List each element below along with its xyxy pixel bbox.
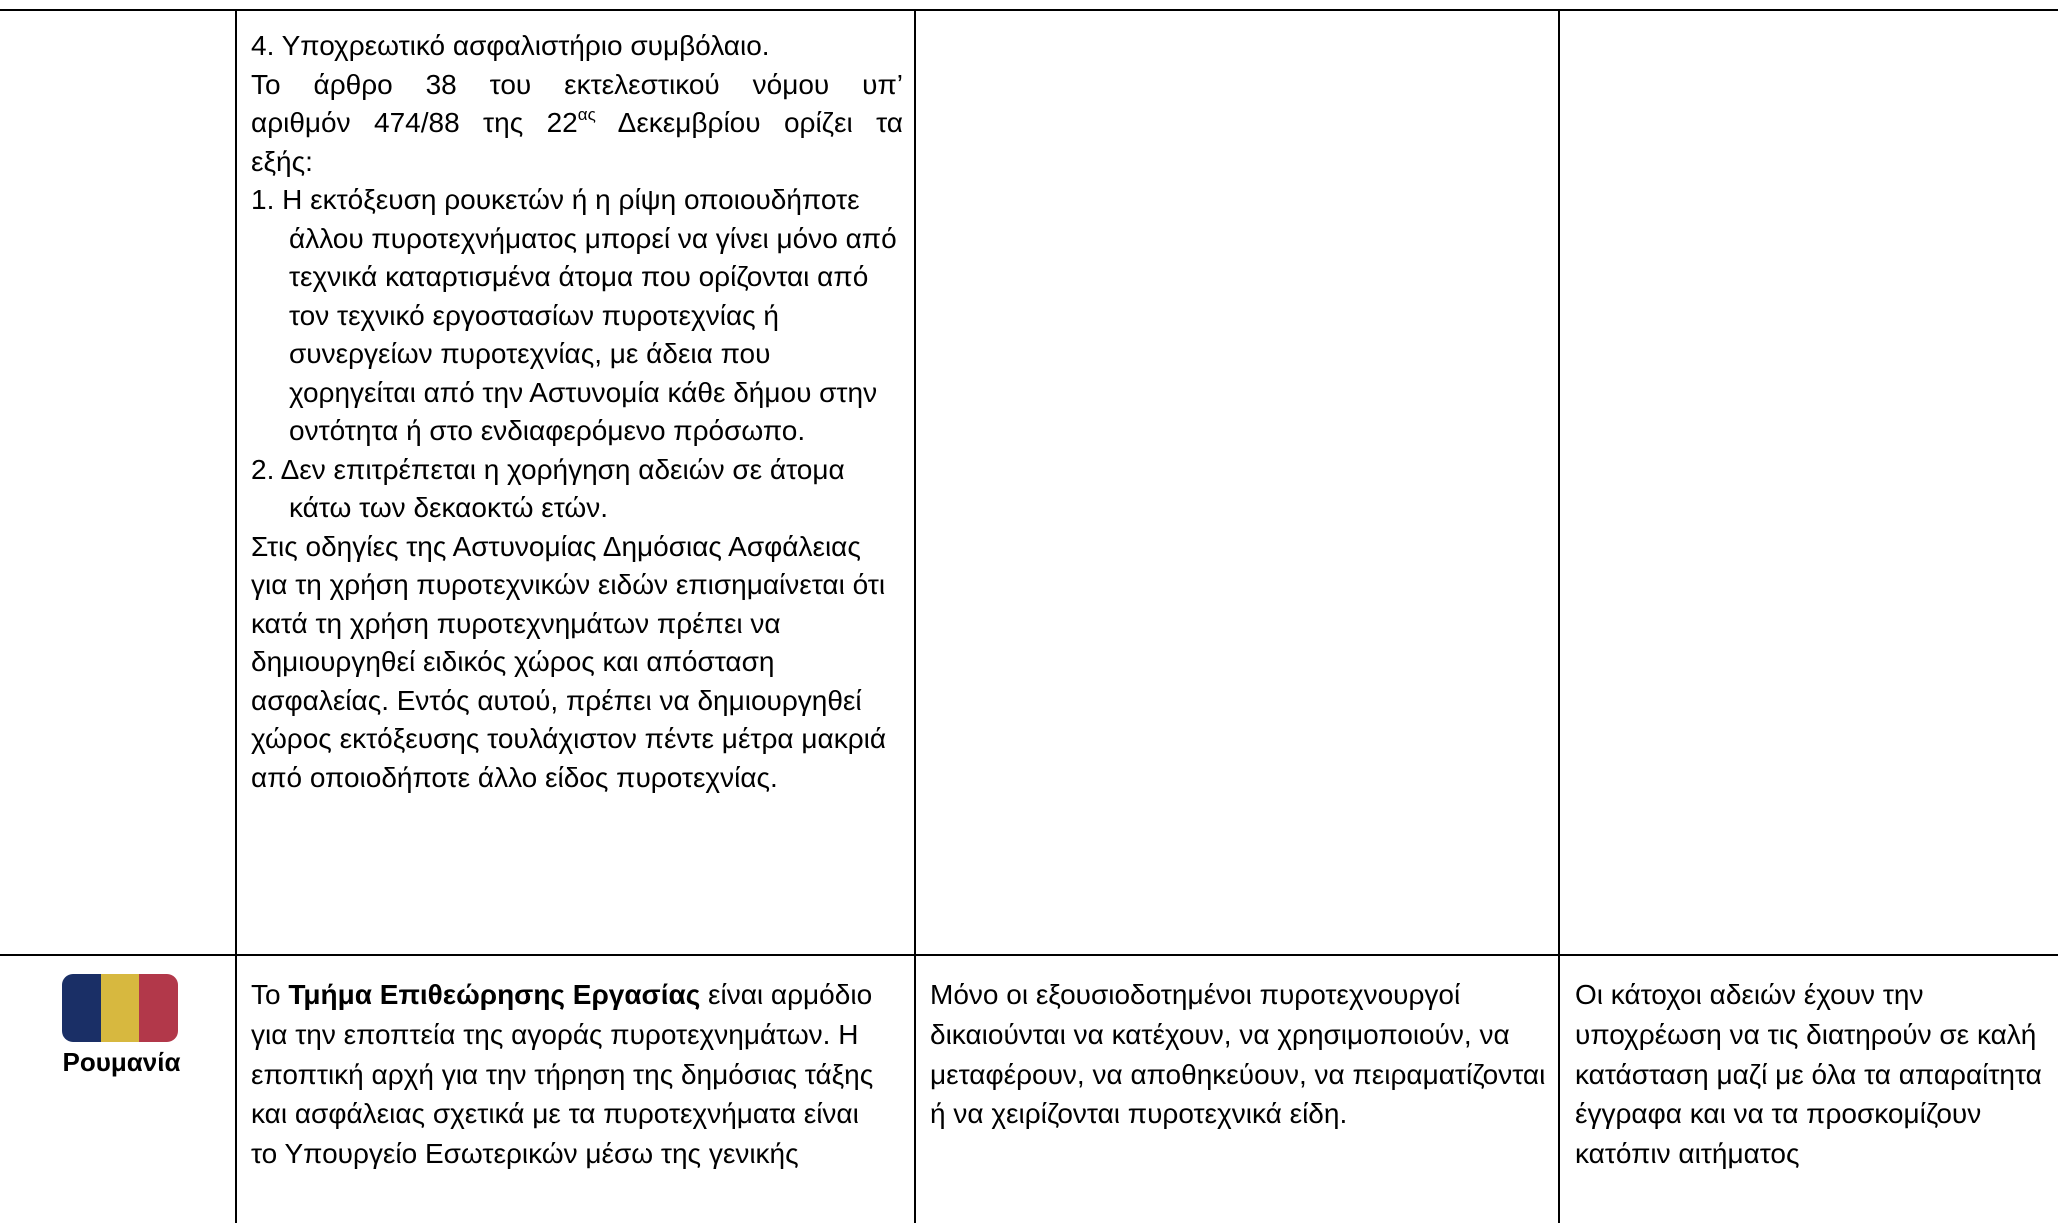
- police-guidelines-paragraph: Στις οδηγίες της Αστυνομίας Δημόσιας Ασφάλειας για τη χρήση πυροτεχνικών ειδών επισημαίνεται ότι κατά τη χρήση πυροτεχνημάτων πρέπει να δημιουργηθεί ειδικός χώρος και απόσταση ασφαλείας. Εντός αυτού, πρέπει να δημιουργηθεί χώρος εκτόξευσης τουλάχιστον πέντε μέτρα μακριά από οποιοδήποτε άλλο είδος πυροτεχνίας.: [251, 530, 887, 793]
- country-label: Ρουμανία: [62, 1047, 181, 1077]
- row-divider: [0, 954, 2058, 956]
- table-top-border: [0, 9, 2058, 11]
- article-intro-line3: εξής:: [251, 145, 313, 177]
- authorised-pyrotechnicians-text: Μόνο οι εξουσιοδοτημένοι πυροτεχνουργοί δικαιούνται να κατέχουν, να χρησιμοποιούν, να μεταφέρουν, να αποθηκεύουν, να πειραματίζονται ή να χειρίζονται πυροτεχνικά είδη.: [930, 979, 1546, 1130]
- flag-stripe-yellow: [101, 974, 140, 1042]
- ordinal-suffix: ας: [577, 104, 596, 124]
- romania-flag-icon: [62, 974, 178, 1042]
- row1-col2-cell: [251, 27, 903, 797]
- article-intro-line1: Το άρθρο 38 του εκτελεστικού νόμου υπ’: [251, 68, 903, 100]
- row2-col3-cell: [930, 975, 1560, 1134]
- license-holders-text: Οι κάτοχοι αδειών έχουν την υποχρέωση να τις διατηρούν σε καλή κατάσταση μαζί με όλα τα απαραίτητα έγγραφα και να τα προσκομίζουν κατόπιν αιτήματος: [1575, 979, 2042, 1170]
- col-divider-1: [235, 9, 237, 1223]
- authority-prefix: Το: [251, 979, 289, 1010]
- flag-stripe-red: [139, 974, 178, 1042]
- row2-col2-cell: [251, 975, 891, 1174]
- article-intro-text-cont: Δεκεμβρίου ορίζει τα: [595, 107, 903, 138]
- flag-stripe-blue: [62, 974, 101, 1042]
- col-divider-2: [914, 9, 916, 1223]
- row2-col4-cell: [1575, 975, 2045, 1174]
- authority-paragraph: [251, 975, 891, 1174]
- labour-inspection-name: Τμήμα Επιθεώρησης Εργασίας: [288, 979, 701, 1010]
- list-item-2: 2. Δεν επιτρέπεται η χορήγηση αδειών σε άτομα κάτω των δεκαοκτώ ετών.: [251, 453, 845, 523]
- insurance-heading: 4. Υποχρεωτικό ασφαλιστήριο συμβόλαιο.: [251, 30, 770, 61]
- authority-text: είναι αρμόδιο για την εποπτεία της αγοράς πυροτεχνημάτων. Η εποπτική αρχή για την τήρηση της δημόσιας τάξης και ασφάλειας σχετικά με τα πυροτεχνήματα είναι το Υπουργείο Εσωτερικών μέσω της γενικής: [251, 979, 874, 1170]
- list-item-1: 1. Η εκτόξευση ρουκετών ή η ρίψη οποιουδήποτε άλλου πυροτεχνήματος μπορεί να γίνει μόνο από τεχνικά καταρτισμένα άτομα που ορίζονται από τον τεχνικό εργοστασίων πυροτεχνίας ή συνεργείων πυροτεχνίας, με άδεια που χορηγείται από την Αστυνομία κάθε δήμου στην οντότητα ή στο ενδιαφερόμενο πρόσωπο.: [251, 184, 897, 446]
- article-intro-text: αριθμόν 474/88 της 22: [251, 107, 578, 138]
- article-intro-line2: [251, 104, 903, 143]
